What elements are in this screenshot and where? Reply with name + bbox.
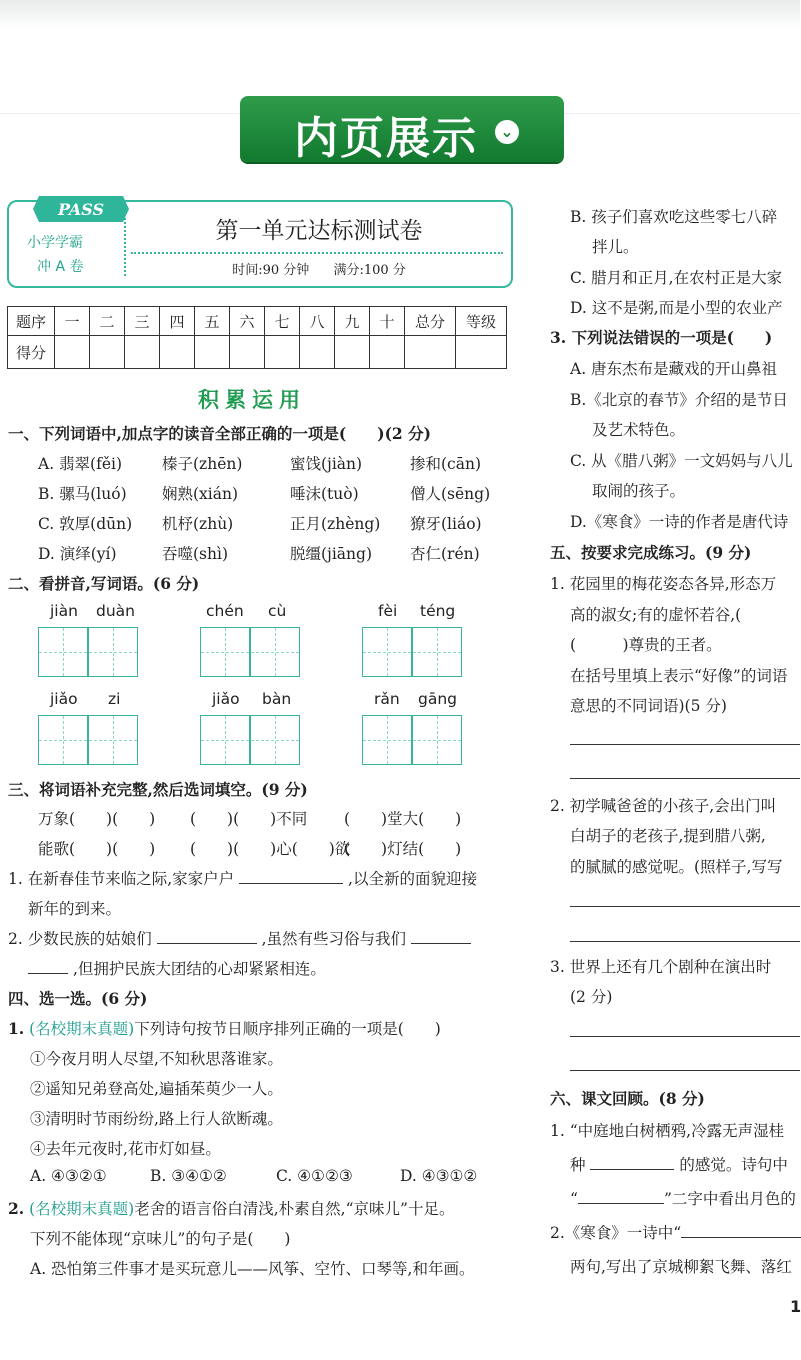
test-header xyxy=(7,200,513,288)
pinyin: téng xyxy=(420,602,456,620)
table-row-label: 得分 xyxy=(8,336,55,369)
item-text: 下列诗句按节日顺序排列正确的一项是( ) xyxy=(134,1020,441,1038)
exam-tag: (名校期末真题) xyxy=(29,1020,135,1038)
writing-cell[interactable] xyxy=(250,715,300,765)
right-text: 的腻腻的感觉呢。(照样子,写写 xyxy=(570,858,783,876)
writing-cell[interactable] xyxy=(38,715,88,765)
score-cell xyxy=(230,336,265,369)
answer-line[interactable] xyxy=(570,1036,800,1037)
score-cell xyxy=(195,336,230,369)
right-section-title: 五、按要求完成练习。(9 分) xyxy=(550,543,752,562)
right-text: 取闹的孩子。 xyxy=(592,482,686,500)
q1-option: 獠牙(liáo) xyxy=(410,515,482,533)
q1-option: 掺和(cān) xyxy=(410,455,481,473)
score-cell xyxy=(90,336,125,369)
idiom-blank: ( )( )心( )欲 xyxy=(190,840,351,858)
poem-line: ②遥知兄弟登高处,遍插茱萸少一人。 xyxy=(30,1080,283,1098)
pinyin: jiàn xyxy=(50,602,78,620)
q1-option: 娴熟(xián) xyxy=(162,485,239,503)
writing-cell[interactable] xyxy=(250,627,300,677)
brand-line2: 冲 A 卷 xyxy=(37,259,84,275)
right-text: D.《寒食》一诗的作者是唐代诗 xyxy=(570,513,789,531)
item-text: 老舍的语言俗白清浅,朴素自然,“京味儿”十足。 xyxy=(134,1200,455,1218)
test-title: 第一单元达标测试卷 xyxy=(215,218,423,244)
time-score-line xyxy=(129,259,509,278)
answer-line[interactable] xyxy=(570,1070,800,1071)
q1-option: 蜜饯(jiàn) xyxy=(290,455,363,473)
writing-cell[interactable] xyxy=(88,627,138,677)
q4-title: 四、选一选。(6 分) xyxy=(8,989,148,1008)
exam-tag: (名校期末真题) xyxy=(29,1200,135,1218)
q1-option: 杏仁(rén) xyxy=(410,545,480,563)
table-header-cell: 十 xyxy=(370,307,405,336)
q4-item2 xyxy=(8,1197,454,1219)
right-text: 的感觉。诗句中 xyxy=(679,1156,788,1174)
right-text: B.《北京的春节》介绍的是节日 xyxy=(570,391,788,409)
chevron-down-icon: ⌄ xyxy=(495,120,519,144)
writing-cell[interactable] xyxy=(362,627,412,677)
answer-blank[interactable] xyxy=(28,959,68,974)
writing-cell[interactable] xyxy=(412,627,462,677)
pinyin: zi xyxy=(108,690,121,708)
writing-cell[interactable] xyxy=(412,715,462,765)
choice-option[interactable]: D. ④③①② xyxy=(400,1167,478,1185)
q1-option: 机杼(zhù) xyxy=(162,515,234,533)
right-text: ”二字中看出月色的 xyxy=(663,1190,796,1208)
table-header-cell: 三 xyxy=(125,307,160,336)
q3-sentence2-cont xyxy=(28,957,326,979)
answer-blank[interactable] xyxy=(681,1223,801,1238)
q1-option: 榛子(zhēn) xyxy=(162,455,243,473)
score-cell xyxy=(456,336,507,369)
pinyin: cù xyxy=(268,602,287,620)
answer-blank[interactable] xyxy=(239,869,343,884)
table-header-cell: 题序 xyxy=(8,307,55,336)
sentence-text: 2. 少数民族的姑娘们 xyxy=(8,930,152,948)
idiom-blank: ( )灯结( ) xyxy=(344,840,462,858)
sentence-text: ,但拥护民族大团结的心却紧紧相连。 xyxy=(72,960,326,978)
writing-cell[interactable] xyxy=(362,715,412,765)
score-cell xyxy=(160,336,195,369)
q1-option: B. 骡马(luó) xyxy=(38,485,127,503)
q4-item1 xyxy=(8,1017,441,1039)
q1-option: 正月(zhèng) xyxy=(290,515,381,533)
q2-title: 二、看拼音,写词语。(6 分) xyxy=(8,574,200,593)
dotted-underline xyxy=(131,252,503,254)
top-shadow-band xyxy=(0,0,800,30)
q1-option: 僧人(sēng) xyxy=(410,485,491,503)
table-header-cell: 七 xyxy=(265,307,300,336)
pinyin: jiǎo xyxy=(212,690,240,708)
score-cell xyxy=(335,336,370,369)
q1-option: A. 翡翠(fěi) xyxy=(38,455,123,473)
table-header-cell: 五 xyxy=(195,307,230,336)
score-cell xyxy=(125,336,160,369)
pinyin: gāng xyxy=(418,690,457,708)
right-text: C. 从《腊八粥》一文妈妈与八儿 xyxy=(570,452,793,470)
right-text: 2.《寒食》一诗中“ xyxy=(550,1224,682,1242)
q1-option: 脱缰(jiāng) xyxy=(290,545,373,563)
score-table xyxy=(7,306,507,369)
right-text: 意思的不同词语)(5 分) xyxy=(570,697,727,715)
answer-line[interactable] xyxy=(570,906,800,907)
idiom-blank: ( )堂大( ) xyxy=(344,810,462,828)
brand-line1: 小学学霸 xyxy=(27,235,83,251)
choice-option[interactable]: C. ④①②③ xyxy=(276,1167,353,1185)
table-header-cell: 九 xyxy=(335,307,370,336)
pinyin: jiǎo xyxy=(50,690,78,708)
q1-option: C. 敦厚(dūn) xyxy=(38,515,133,533)
sentence-text: ,虽然有些习俗与我们 xyxy=(261,930,407,948)
full-score: 满分:100 分 xyxy=(333,263,406,278)
answer-line[interactable] xyxy=(570,941,800,942)
choice-option[interactable]: A. 恐怕第三件事才是买玩意儿——风筝、空竹、口琴等,和年画。 xyxy=(30,1260,475,1278)
score-cell xyxy=(405,336,456,369)
q3-sentence2 xyxy=(8,927,471,949)
right-text: 种 xyxy=(570,1156,586,1174)
item-number: 2. xyxy=(8,1199,25,1218)
display-banner xyxy=(240,96,564,162)
q1-option: D. 演绎(yí) xyxy=(38,545,117,563)
score-cell xyxy=(55,336,90,369)
idiom-blank: 万象( )( ) xyxy=(38,810,156,828)
sentence-text: 1. 在新春佳节来临之际,家家户户 xyxy=(8,870,235,888)
right-text: B. 孩子们喜欢吃这些零七八碎 xyxy=(570,208,778,226)
answer-line[interactable] xyxy=(570,744,800,745)
q1-title: 一、下列词语中,加点字的读音全部正确的一项是( )(2 分) xyxy=(8,424,431,443)
choice-option[interactable]: B. ③④①② xyxy=(150,1167,227,1185)
q3-title: 三、将词语补充完整,然后选词填空。(9 分) xyxy=(8,780,308,799)
poem-line: ①今夜月明人尽望,不知秋思落谁家。 xyxy=(30,1050,283,1068)
right-text: 白胡子的老孩子,提到腊八粥, xyxy=(570,827,766,845)
idiom-blank: 能歌( )( ) xyxy=(38,840,156,858)
pinyin: bàn xyxy=(262,690,292,708)
right-question: 3. 下列说法错误的一项是( ) xyxy=(550,328,773,347)
right-text: D. 这不是粥,而是小型的农业产 xyxy=(570,299,783,317)
answer-line[interactable] xyxy=(570,778,800,779)
pass-logo xyxy=(33,196,129,222)
right-text: C. 腊月和正月,在农村正是大家 xyxy=(570,269,783,287)
right-text: 高的淑女;有的虚怀若谷,( xyxy=(570,606,742,624)
poem-line: ④去年元夜时,花市灯如昼。 xyxy=(30,1140,221,1158)
section-title: 积累运用 xyxy=(198,388,306,412)
sentence-text: ,以全新的面貌迎接 xyxy=(348,870,477,888)
right-text: 1. 花园里的梅花姿态各异,形态万 xyxy=(550,575,777,593)
answer-blank[interactable] xyxy=(578,1189,664,1204)
writing-cell[interactable] xyxy=(38,627,88,677)
page-number: 1 xyxy=(790,1297,801,1316)
table-header-cell: 四 xyxy=(160,307,195,336)
right-fill-line xyxy=(570,1187,796,1209)
right-text: 在括号里填上表示“好像”的词语 xyxy=(570,667,788,685)
right-text: A. 唐东杰布是藏戏的开山鼻祖 xyxy=(570,360,778,378)
right-text: “ xyxy=(570,1190,578,1208)
svg-text:PASS: PASS xyxy=(57,200,105,219)
answer-blank[interactable] xyxy=(157,929,257,944)
score-cell xyxy=(300,336,335,369)
sentence-text: 新年的到来。 xyxy=(28,900,122,918)
table-header-cell: 总分 xyxy=(405,307,456,336)
q1-option: 唾沫(tuò) xyxy=(290,485,359,503)
right-text: ( )尊贵的王者。 xyxy=(570,636,722,654)
answer-blank[interactable] xyxy=(411,929,471,944)
pinyin: rǎn xyxy=(374,690,400,708)
writing-cell[interactable] xyxy=(88,715,138,765)
pinyin: fèi xyxy=(378,602,398,620)
right-text: (2 分) xyxy=(570,988,613,1006)
table-header-cell: 一 xyxy=(55,307,90,336)
writing-cell[interactable] xyxy=(200,715,250,765)
choice-option[interactable]: A. ④③②① xyxy=(30,1167,107,1185)
idiom-blank: ( )( )不同 xyxy=(190,810,308,828)
time-limit: 时间:90 分钟 xyxy=(232,263,310,278)
pinyin: duàn xyxy=(96,602,135,620)
q3-sentence1 xyxy=(8,867,477,889)
score-cell xyxy=(370,336,405,369)
right-text: 及艺术特色。 xyxy=(592,421,686,439)
right-section-title: 六、课文回顾。(8 分) xyxy=(550,1089,705,1108)
score-cell xyxy=(265,336,300,369)
right-text: 1. “中庭地白树栖鸦,冷露无声湿桂 xyxy=(550,1122,785,1140)
table-header-cell: 二 xyxy=(90,307,125,336)
right-text: 拌儿。 xyxy=(592,238,639,256)
table-header-cell: 六 xyxy=(230,307,265,336)
pinyin: chén xyxy=(206,602,244,620)
dotted-divider xyxy=(124,214,126,276)
writing-cell[interactable] xyxy=(200,627,250,677)
table-header-cell: 等级 xyxy=(456,307,507,336)
table-header-cell: 八 xyxy=(300,307,335,336)
q1-option: 吞噬(shì) xyxy=(162,545,228,563)
item-number: 1. xyxy=(8,1019,25,1038)
item-text: 下列不能体现“京味儿”的句子是( ) xyxy=(30,1230,291,1248)
right-fill-line xyxy=(550,1221,801,1243)
right-text: 2. 初学喊爸爸的小孩子,会出门叫 xyxy=(550,797,777,815)
right-text: 两句,写出了京城柳絮飞舞、落红 xyxy=(570,1258,792,1276)
right-fill-line xyxy=(570,1153,788,1175)
right-text: 3. 世界上还有几个剧种在演出时 xyxy=(550,958,772,976)
answer-blank[interactable] xyxy=(590,1155,674,1170)
banner-title: 内页展示 xyxy=(294,113,478,164)
poem-line: ③清明时节雨纷纷,路上行人欲断魂。 xyxy=(30,1110,283,1128)
